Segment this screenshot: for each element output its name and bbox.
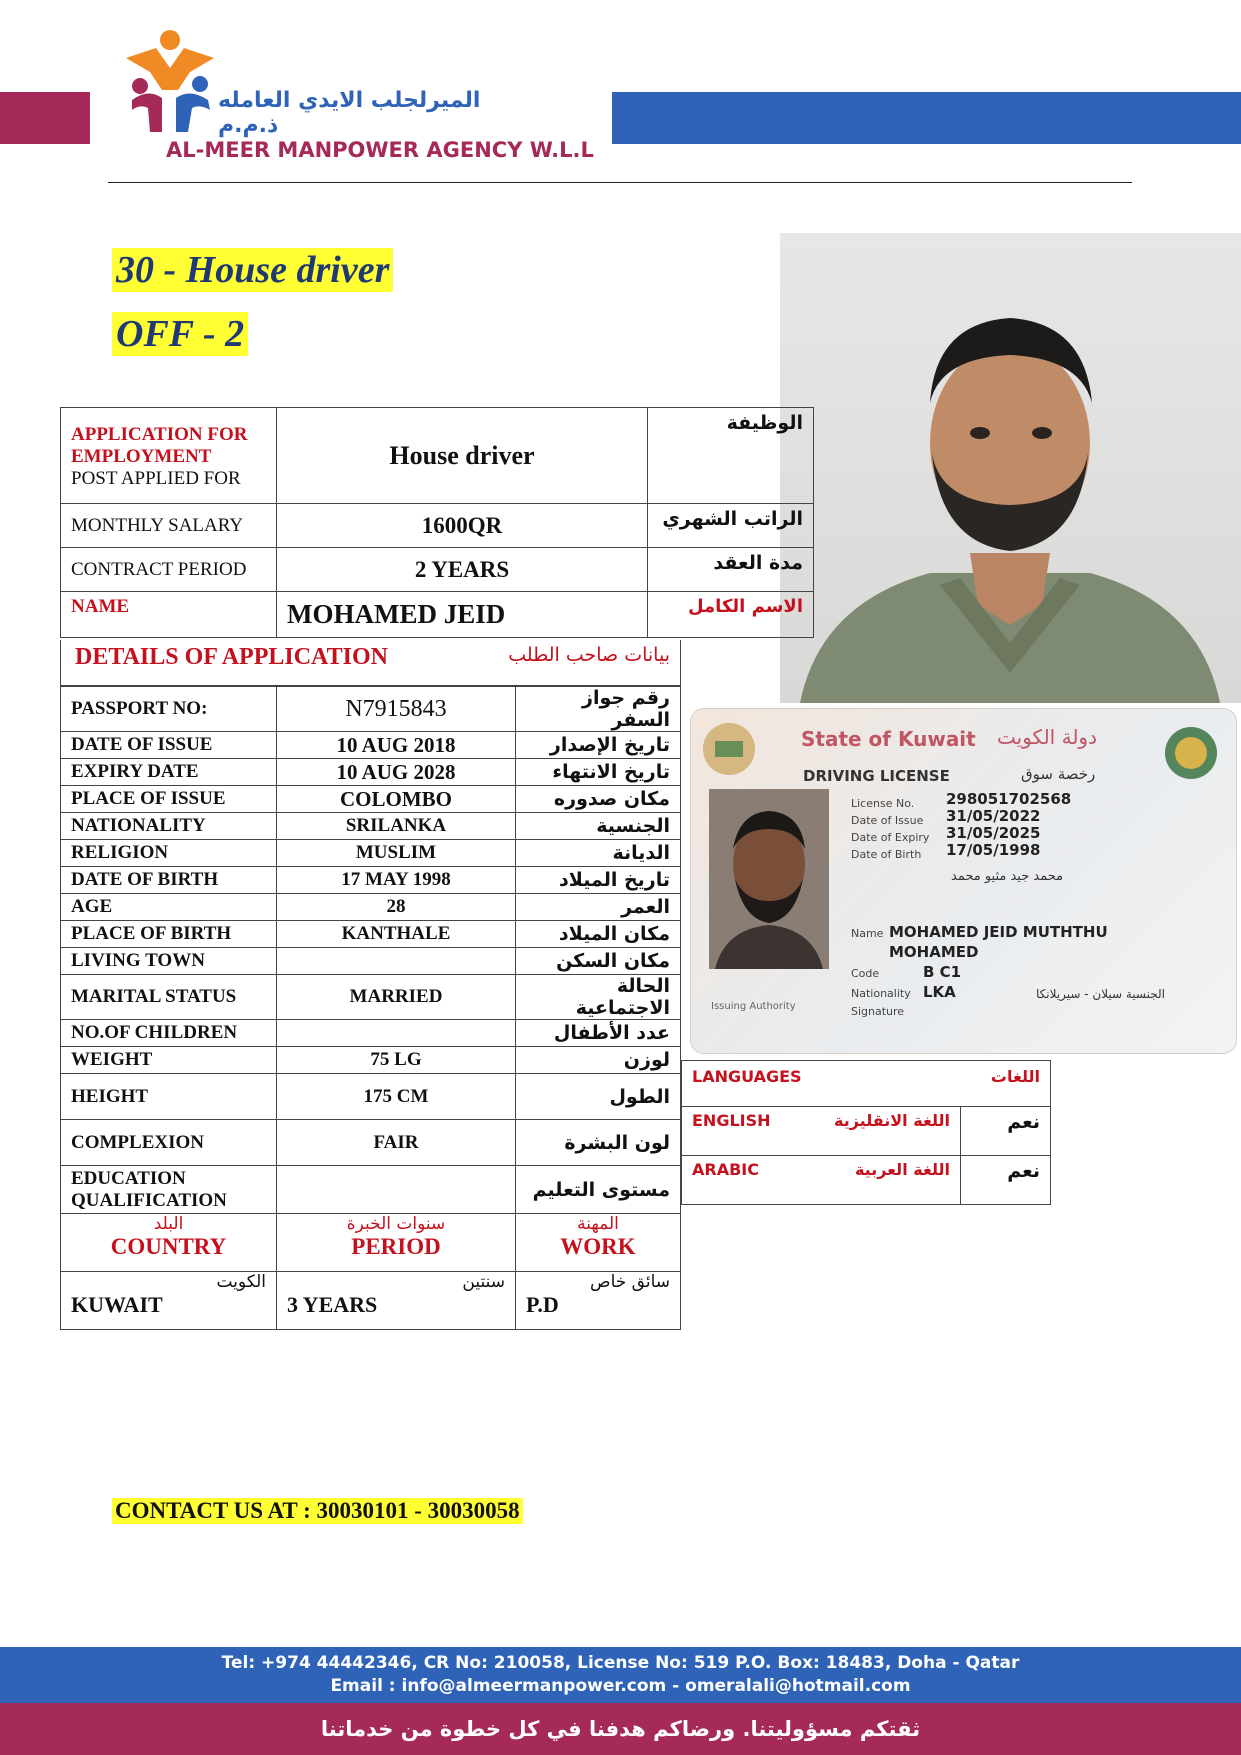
applicant-photo <box>780 233 1241 703</box>
header-divider <box>108 182 1132 183</box>
detail-ar: لوزن <box>516 1047 681 1074</box>
details-heading-box <box>60 640 681 686</box>
table-row <box>61 840 681 867</box>
license-photo <box>709 789 829 969</box>
languages-header-row <box>682 1061 1051 1107</box>
contact-line: CONTACT US AT : 30030101 - 30030058 <box>112 1498 523 1524</box>
work-header-ar: المهنة <box>577 1214 619 1234</box>
language-name-ar: اللغة الانقليزية <box>834 1111 950 1130</box>
table-row <box>61 1166 681 1214</box>
contract-label: CONTRACT PERIOD <box>61 548 277 592</box>
table-row <box>61 948 681 975</box>
detail-label: AGE <box>61 894 277 921</box>
detail-label: NATIONALITY <box>61 813 277 840</box>
application-table <box>60 407 814 638</box>
police-seal-icon <box>1161 723 1221 783</box>
footer-line1: Tel: +974 44442346, CR No: 210058, License No: 519 P.O. Box: 18483, Doha - Qatar <box>221 1653 1020 1673</box>
detail-value <box>277 1166 516 1214</box>
experience-work-ar: سائق خاص <box>590 1272 670 1292</box>
salary-ar: الراتب الشهري <box>648 504 814 548</box>
detail-label: LIVING TOWN <box>61 948 277 975</box>
license-name-line2: MOHAMED <box>889 943 979 961</box>
detail-ar: تاريخ الإصدار <box>516 732 681 759</box>
detail-value <box>277 948 516 975</box>
country-header <box>61 1214 277 1272</box>
experience-country <box>61 1272 277 1330</box>
application-label: APPLICATION FOR EMPLOYMENT <box>71 423 248 467</box>
detail-label: WEIGHT <box>61 1047 277 1074</box>
experience-period-en: 3 YEARS <box>287 1292 378 1317</box>
detail-value: 17 MAY 1998 <box>277 867 516 894</box>
detail-ar: عدد الأطفال <box>516 1020 681 1047</box>
experience-period <box>277 1272 516 1330</box>
language-level: نعم <box>961 1107 1051 1156</box>
table-row <box>61 1047 681 1074</box>
table-row <box>61 1120 681 1166</box>
detail-value: MARRIED <box>277 975 516 1020</box>
language-name: ENGLISH <box>692 1111 771 1130</box>
detail-value: 10 AUG 2018 <box>277 732 516 759</box>
detail-ar: مكان صدوره <box>516 786 681 813</box>
experience-row <box>61 1272 681 1330</box>
detail-value <box>277 1020 516 1047</box>
languages-heading-ar: اللغات <box>990 1067 1040 1086</box>
detail-label: EXPIRY DATE <box>61 759 277 786</box>
applicant-portrait-illustration <box>780 233 1241 703</box>
period-header <box>277 1214 516 1272</box>
language-name-ar: اللغة العربية <box>854 1160 950 1179</box>
salary-label: MONTHLY SALARY <box>61 504 277 548</box>
page-subtitle: OFF - 2 <box>112 312 248 356</box>
contract-value: 2 YEARS <box>277 548 648 592</box>
license-issue-date: 31/05/2022 <box>946 807 1041 825</box>
table-row <box>61 732 681 759</box>
issue-label: Date of Issue <box>851 814 924 827</box>
languages-heading-cell <box>682 1061 1051 1107</box>
header-bar-left <box>0 92 90 144</box>
detail-label: RELIGION <box>61 840 277 867</box>
footer-line2: Email : info@almeermanpower.com - omeralali@hotmail.com <box>330 1676 911 1696</box>
detail-ar: تاريخ الانتهاء <box>516 759 681 786</box>
detail-label: NO.OF CHILDREN <box>61 1020 277 1047</box>
detail-value: MUSLIM <box>277 840 516 867</box>
details-table <box>60 686 681 1330</box>
experience-header-row <box>61 1214 681 1272</box>
contract-ar: مدة العقد <box>648 548 814 592</box>
license-signature-label: Signature <box>851 1005 905 1018</box>
detail-value: 75 LG <box>277 1047 516 1074</box>
details-heading-ar: بيانات صاحب الطلب <box>508 644 670 666</box>
license-code: B C1 <box>923 963 962 981</box>
detail-value: 10 AUG 2028 <box>277 759 516 786</box>
page-title: 30 - House driver <box>112 248 393 292</box>
detail-label: PLACE OF ISSUE <box>61 786 277 813</box>
detail-label: COMPLEXION <box>61 1120 277 1166</box>
detail-value: N7915843 <box>277 687 516 732</box>
license-name-ar: محمد جيد مثيو محمد <box>951 869 1064 884</box>
work-header <box>516 1214 681 1272</box>
name-value: MOHAMED JEID <box>277 592 648 638</box>
detail-ar: تاريخ الميلاد <box>516 867 681 894</box>
detail-label: HEIGHT <box>61 1074 277 1120</box>
table-row <box>61 975 681 1020</box>
license-name-label: Name <box>851 927 884 940</box>
list-item <box>682 1107 1051 1156</box>
work-header-en: WORK <box>560 1234 636 1259</box>
period-header-en: PERIOD <box>351 1234 441 1259</box>
detail-ar: رقم جواز السفر <box>516 687 681 732</box>
language-level: نعم <box>961 1156 1051 1205</box>
language-name-cell <box>682 1156 961 1205</box>
experience-country-en: KUWAIT <box>71 1292 163 1317</box>
table-row <box>61 921 681 948</box>
details-heading: DETAILS OF APPLICATION <box>75 644 388 670</box>
detail-ar: الجنسية <box>516 813 681 840</box>
table-row <box>61 867 681 894</box>
languages-table <box>681 1060 1051 1205</box>
license-expiry-date: 31/05/2025 <box>946 824 1041 842</box>
license-name-line1: MOHAMED JEID MUTHTHU <box>889 923 1108 941</box>
agency-name-english: AL-MEER MANPOWER AGENCY W.L.L <box>166 138 594 162</box>
detail-value: 175 CM <box>277 1074 516 1120</box>
detail-value: COLOMBO <box>277 786 516 813</box>
detail-value: FAIR <box>277 1120 516 1166</box>
country-header-en: COUNTRY <box>110 1234 227 1259</box>
detail-label: EDUCATION QUALIFICATION <box>61 1166 277 1214</box>
footer-slogan: ثقتكم مسؤوليتنا. ورضاكم هدفنا في كل خطوة من خدماتنا <box>0 1703 1241 1755</box>
name-ar: الاسم الكامل <box>648 592 814 638</box>
license-title-ar: رخصة سوق <box>1021 765 1096 783</box>
detail-ar: مكان الميلاد <box>516 921 681 948</box>
license-nationality: LKA <box>923 983 956 1001</box>
table-row <box>61 687 681 732</box>
license-nationality-label: Nationality <box>851 987 911 1000</box>
list-item <box>682 1156 1051 1205</box>
detail-ar: مكان السكن <box>516 948 681 975</box>
languages-heading: LANGUAGES <box>692 1067 802 1086</box>
driving-license-card <box>690 708 1237 1054</box>
kuwait-emblem-icon <box>699 719 759 779</box>
post-applied-value: House driver <box>277 408 648 504</box>
license-nationality-ar: الجنسية سيلان - سيريلانكا <box>1036 987 1165 1001</box>
detail-label: DATE OF ISSUE <box>61 732 277 759</box>
expiry-label: Date of Expiry <box>851 831 930 844</box>
experience-period-ar: سنتين <box>462 1272 505 1292</box>
period-header-ar: سنوات الخبرة <box>346 1214 446 1234</box>
language-name-cell <box>682 1107 961 1156</box>
post-applied-ar: الوظيفة <box>648 408 814 504</box>
detail-label: PASSPORT NO: <box>61 687 277 732</box>
experience-work-en: P.D <box>526 1292 559 1317</box>
salary-value: 1600QR <box>277 504 648 548</box>
detail-ar: الطول <box>516 1074 681 1120</box>
detail-value: SRILANKA <box>277 813 516 840</box>
detail-value: KANTHALE <box>277 921 516 948</box>
experience-country-ar: الكويت <box>216 1272 266 1292</box>
name-label: NAME <box>61 592 277 638</box>
country-header-ar: البلد <box>153 1214 184 1234</box>
detail-ar: الديانة <box>516 840 681 867</box>
license-no-label: License No. <box>851 797 915 810</box>
table-row <box>61 759 681 786</box>
agency-name-arabic: الميرلجلب الايدي العامله ذ.م.م <box>218 88 481 138</box>
detail-ar: لون البشرة <box>516 1120 681 1166</box>
detail-ar: مستوى التعليم <box>516 1166 681 1214</box>
table-row <box>61 813 681 840</box>
license-authority-label: Issuing Authority <box>711 1001 796 1012</box>
license-code-label: Code <box>851 967 880 980</box>
detail-label: MARITAL STATUS <box>61 975 277 1020</box>
detail-ar: العمر <box>516 894 681 921</box>
table-row <box>61 894 681 921</box>
birth-label: Date of Birth <box>851 848 922 861</box>
experience-work <box>516 1272 681 1330</box>
post-applied-label: POST APPLIED FOR <box>71 467 241 489</box>
detail-label: PLACE OF BIRTH <box>61 921 277 948</box>
post-label-cell <box>61 408 277 504</box>
table-row <box>61 1074 681 1120</box>
detail-ar: الحالة الاجتماعية <box>516 975 681 1020</box>
detail-value: 28 <box>277 894 516 921</box>
license-number: 298051702568 <box>946 790 1072 808</box>
footer-contact-bar <box>0 1647 1241 1703</box>
header-bar-right <box>612 92 1241 144</box>
table-row <box>61 1020 681 1047</box>
license-country-ar: دولة الكويت <box>997 725 1097 749</box>
license-country-en: State of Kuwait <box>801 727 976 751</box>
license-title-en: DRIVING LICENSE <box>803 767 950 785</box>
detail-label: DATE OF BIRTH <box>61 867 277 894</box>
license-birth-date: 17/05/1998 <box>946 841 1041 859</box>
language-name: ARABIC <box>692 1160 759 1179</box>
table-row <box>61 786 681 813</box>
